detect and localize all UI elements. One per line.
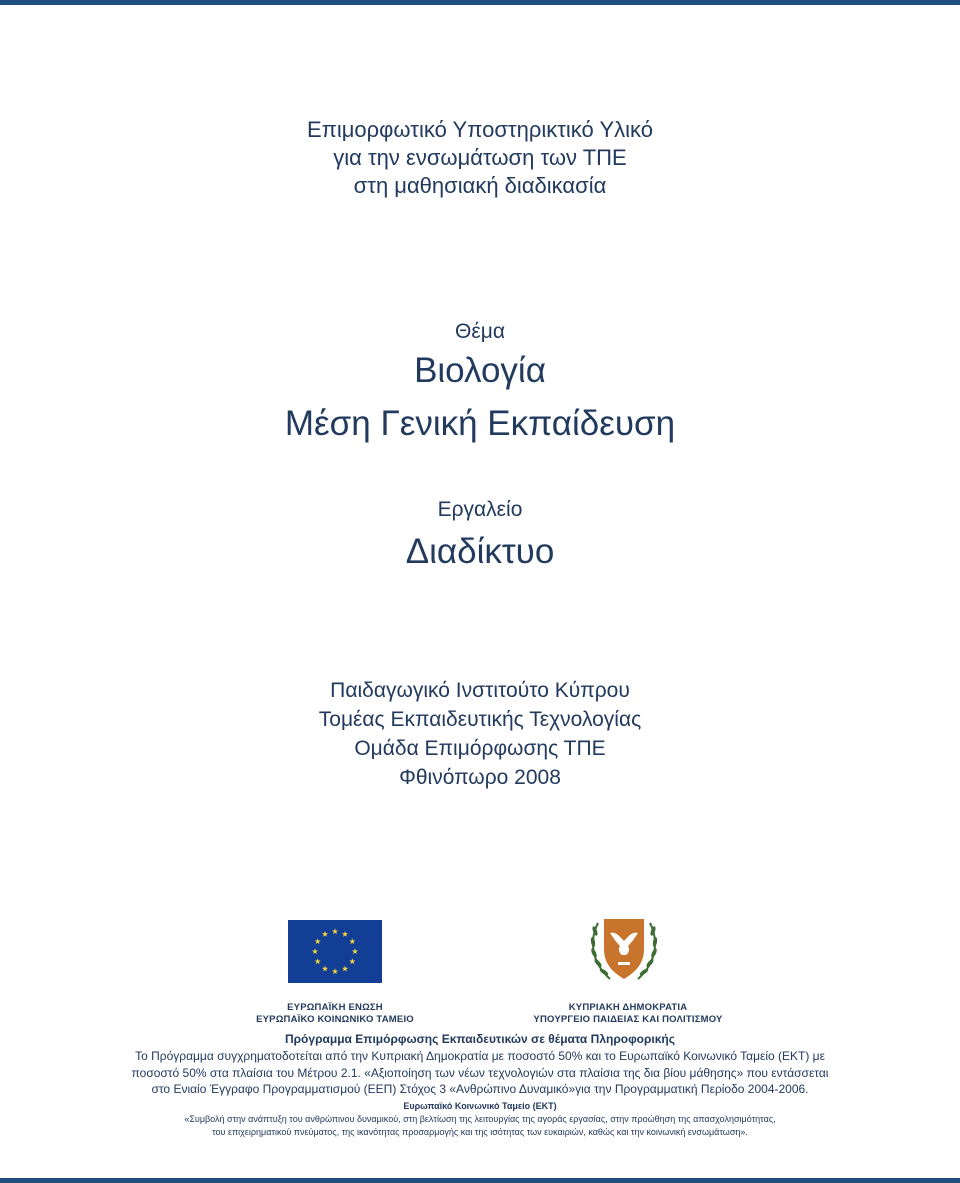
title-line: στη μαθησιακή διαδικασία bbox=[353, 173, 607, 198]
cyprus-label-line: ΥΠΟΥΡΓΕΙΟ ΠΑΙΔΕΙΑΣ ΚΑΙ ΠΟΛΙΤΙΣΜΟΥ bbox=[533, 1014, 723, 1025]
eu-label-line: ΕΥΡΩΠΑΪΚΟ ΚΟΙΝΩΝΙΚΟ ΤΑΜΕΙΟ bbox=[256, 1014, 414, 1025]
theme-label: Θέμα bbox=[455, 320, 505, 343]
institute-line: Φθινόπωρο 2008 bbox=[399, 766, 561, 789]
document-title bbox=[0, 116, 960, 200]
bottom-accent-bar bbox=[0, 1178, 960, 1183]
cyprus-label-line: ΚΥΠΡΙΑΚΗ ΔΗΜΟΚΡΑΤΙΑ bbox=[568, 1002, 688, 1013]
program-line: στο Ενιαίο Έγγραφο Προγραμματισμού (ΕΕΠ) Στόχος 3 «Ανθρώπινο Δυναμικό»για την Προγραμματική Περίοδο 2004-2006. bbox=[151, 1082, 809, 1096]
fund-description bbox=[0, 1113, 960, 1139]
institute-line: Παιδαγωγικό Ινστιτούτο Κύπρου bbox=[330, 679, 630, 702]
eu-label-line: ΕΥΡΩΠΑΪΚΗ ΕΝΩΣΗ bbox=[287, 1002, 383, 1013]
subject-title: Βιολογία bbox=[414, 351, 546, 390]
program-description bbox=[0, 1048, 960, 1098]
tool-label: Εργαλείο bbox=[437, 498, 523, 521]
fund-line: «Συμβολή στην ανάπτυξη του ανθρώπινου δυναμικού, στη βελτίωση της λειτουργίας της αγοράς εργασίας, στην προώθηση της απασχολησιμότητας, bbox=[184, 1114, 776, 1124]
cyprus-emblem-icon bbox=[584, 915, 664, 987]
fund-title: Ευρωπαϊκό Κοινωνικό Ταμείο (ΕΚΤ) bbox=[403, 1101, 557, 1111]
cyprus-label bbox=[508, 1002, 748, 1026]
institute-line: Τομέας Εκπαιδευτικής Τεχνολογίας bbox=[318, 708, 642, 731]
top-accent-bar bbox=[0, 0, 960, 5]
institute-line: Ομάδα Επιμόρφωσης ΤΠΕ bbox=[354, 737, 606, 760]
eu-label bbox=[230, 1002, 440, 1026]
institute-info bbox=[0, 676, 960, 792]
tool-name: Διαδίκτυο bbox=[405, 532, 555, 571]
education-level: Μέση Γενική Εκπαίδευση bbox=[284, 404, 676, 443]
program-line: ποσοστό 50% στα πλαίσια του Μέτρου 2.1. «Αξιοποίηση των νέων τεχνολογιών στα πλαίσια της δια βίου μάθησης» που εντάσσεται bbox=[131, 1065, 829, 1080]
program-line: Το Πρόγραμμα συγχρηματοδοτείται από την Κυπριακή Δημοκρατία με ποσοστό 50% και το Ευρωπαϊκό Κοινωνικό Ταμείο (ΕΚΤ) με bbox=[135, 1049, 825, 1063]
eu-flag-icon bbox=[288, 920, 382, 983]
fund-line: του επιχειρηματικού πνεύματος, της ικανότητας προσαρμογής και της ισότητας των ευκαιριών, καθώς και την κοινωνική ενσωμάτωση». bbox=[212, 1127, 748, 1137]
title-line: Επιμορφωτικό Υποστηρικτικό Υλικό bbox=[306, 117, 654, 142]
program-title: Πρόγραμμα Επιμόρφωσης Εκπαιδευτικών σε θέματα Πληροφορικής bbox=[284, 1032, 676, 1046]
title-line: για την ενσωμάτωση των ΤΠΕ bbox=[333, 145, 627, 170]
